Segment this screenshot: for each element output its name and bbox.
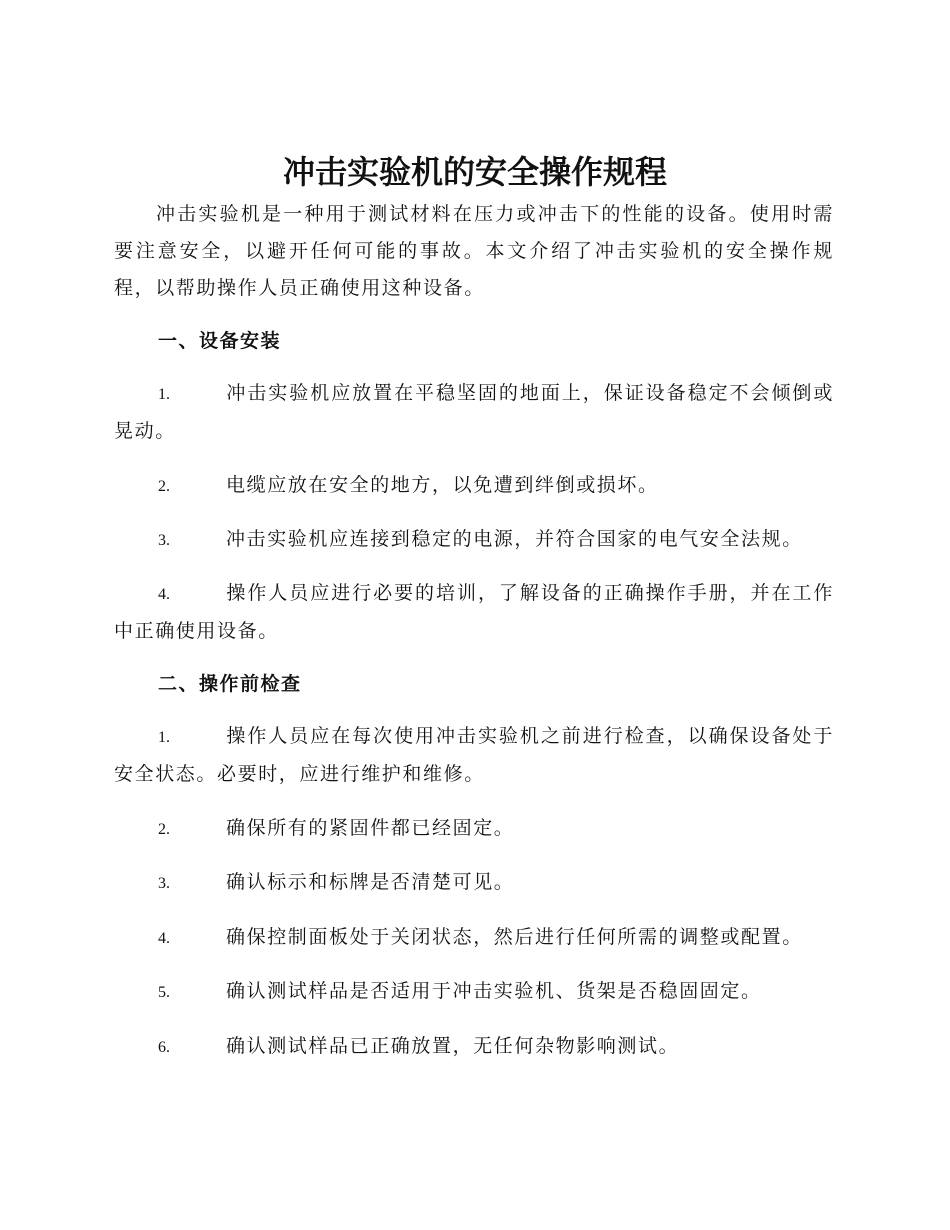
item-number: 4.	[158, 586, 170, 603]
item-text: 确保所有的紧固件都已经固定。	[226, 817, 515, 839]
item-number: 1.	[158, 729, 170, 746]
item-number: 4.	[158, 930, 170, 947]
intro-paragraph: 冲击实验机是一种用于测试材料在压力或冲击下的性能的设备。使用时需要注意安全，以避开任何可能的事故。本文介绍了冲击实验机的安全操作规程，以帮助操作人员正确使用这种设备。	[114, 203, 834, 299]
item-number: 2.	[158, 821, 170, 838]
list-item	[114, 375, 834, 450]
item-number: 6.	[158, 1039, 170, 1056]
list-item	[114, 973, 834, 1011]
item-text: 电缆应放在安全的地方，以免遭到绊倒或损坏。	[226, 474, 659, 496]
section-heading-pre-operation-check: 二、操作前检查	[158, 673, 302, 695]
item-text: 确认测试样品是否适用于冲击实验机、货架是否稳固固定。	[226, 980, 762, 1002]
list-item	[114, 521, 834, 559]
list-item	[114, 919, 834, 957]
item-text: 冲击实验机应放置在平稳坚固的地面上，保证设备稳定不会倾倒或晃动。	[114, 382, 834, 442]
section-heading-installation: 一、设备安装	[158, 330, 282, 352]
item-text: 冲击实验机应连接到稳定的电源，并符合国家的电气安全法规。	[226, 528, 803, 550]
item-text: 确认标示和标牌是否清楚可见。	[226, 871, 515, 893]
item-number: 2.	[158, 478, 170, 495]
item-text: 操作人员应在每次使用冲击实验机之前进行检查，以确保设备处于安全状态。必要时，应进行维护和维修。	[114, 725, 834, 785]
item-number: 3.	[158, 532, 170, 549]
item-number: 3.	[158, 875, 170, 892]
item-number: 1.	[158, 386, 170, 403]
list-item	[114, 467, 834, 505]
item-number: 5.	[158, 984, 170, 1001]
list-item	[114, 864, 834, 902]
list-item	[114, 810, 834, 848]
item-text: 确保控制面板处于关闭状态，然后进行任何所需的调整或配置。	[226, 926, 803, 948]
list-item	[114, 575, 834, 650]
item-text: 操作人员应进行必要的培训，了解设备的正确操作手册，并在工作中正确使用设备。	[114, 582, 834, 642]
list-item	[114, 1028, 834, 1066]
document-title: 冲击实验机的安全操作规程	[282, 153, 667, 191]
item-text: 确认测试样品已正确放置，无任何杂物影响测试。	[226, 1035, 680, 1057]
list-item	[114, 718, 834, 793]
